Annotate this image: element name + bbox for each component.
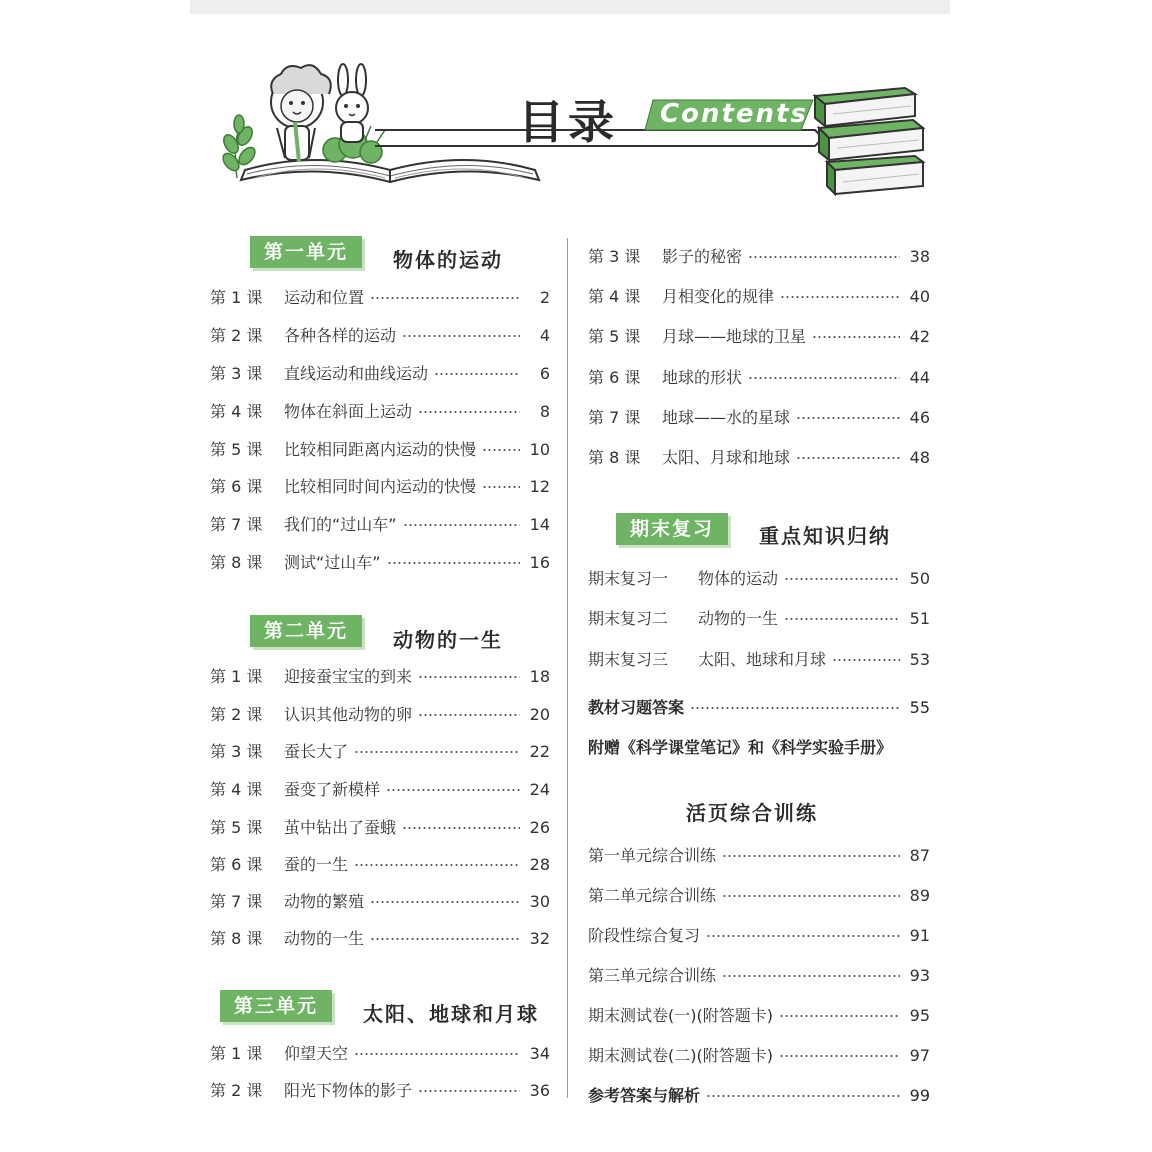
lesson-title: 动物的繁殖: [284, 892, 365, 911]
training-title: 第二单元综合训练: [588, 886, 717, 905]
dot-leader: [370, 292, 520, 304]
toc-entry[interactable]: [588, 962, 930, 986]
review-badge: 期末复习: [616, 513, 728, 545]
unit-title: 物体的运动: [393, 248, 503, 272]
lesson-title: 地球——水的星球: [662, 408, 791, 427]
lesson-title: 认识其他动物的卵: [284, 705, 413, 724]
page-number: 48: [909, 448, 930, 467]
dot-leader: [812, 331, 900, 343]
lesson-number: 第 7 课: [210, 892, 263, 911]
page-number: 87: [909, 846, 930, 865]
lesson-number: 第 5 课: [210, 440, 263, 459]
review-number: 期末复习二: [588, 609, 669, 628]
gift-text: 附赠《科学课堂笔记》和《科学实验手册》: [588, 738, 893, 757]
toc-entry[interactable]: [210, 398, 550, 422]
page-number: 2: [539, 288, 550, 307]
lesson-number: 第 4 课: [210, 780, 263, 799]
answers-title: 教材习题答案: [588, 698, 685, 717]
lesson-number: 第 3 课: [210, 364, 263, 383]
lesson-number: 第 1 课: [210, 288, 263, 307]
page-number: 36: [529, 1081, 550, 1100]
lesson-number: 第 8 课: [210, 553, 263, 572]
toc-entry[interactable]: [588, 842, 930, 866]
toc-entry[interactable]: [588, 1042, 930, 1066]
lesson-title: 蚕变了新模样: [284, 780, 381, 799]
page-number: 28: [529, 855, 550, 874]
page-number: 40: [909, 287, 930, 306]
lesson-number: 第 2 课: [210, 1081, 263, 1100]
toc-entry[interactable]: [210, 888, 550, 912]
training-title: 期末测试卷(二)(附答题卡): [588, 1046, 773, 1065]
toc-entry[interactable]: [588, 404, 930, 428]
lesson-number: 第 5 课: [588, 327, 641, 346]
lesson-number: 第 4 课: [210, 402, 263, 421]
lesson-number: 第 8 课: [588, 448, 641, 467]
book-stack-icon: [815, 88, 923, 194]
toc-entry[interactable]: [210, 851, 550, 875]
lesson-title: 比较相同时间内运动的快慢: [284, 477, 477, 496]
review-item-title: 动物的一生: [698, 609, 779, 628]
dot-leader: [354, 746, 520, 758]
page-number: 46: [909, 408, 930, 427]
lesson-title: 蚕的一生: [284, 855, 349, 874]
dot-leader: [418, 671, 520, 683]
lesson-title: 月球——地球的卫星: [662, 327, 807, 346]
toc-entry[interactable]: [588, 565, 930, 589]
page-number: 93: [909, 966, 930, 985]
dot-leader: [370, 933, 520, 945]
toc-entry[interactable]: [588, 1082, 930, 1106]
toc-entry[interactable]: [210, 360, 550, 384]
lesson-title: 影子的秘密: [662, 247, 743, 266]
toc-entry[interactable]: [588, 922, 930, 946]
training-title: 第一单元综合训练: [588, 846, 717, 865]
training-title: 期末测试卷(一)(附答题卡): [588, 1006, 773, 1025]
page-number: 99: [909, 1086, 930, 1105]
column-divider: [567, 238, 568, 1098]
dot-leader: [784, 573, 900, 585]
dot-leader: [354, 859, 520, 871]
unit-badge: 第二单元: [250, 615, 362, 647]
toc-entry[interactable]: [210, 473, 550, 497]
dot-leader: [418, 709, 520, 721]
toc-entry[interactable]: [588, 1002, 930, 1026]
page-number: 26: [529, 818, 550, 837]
dot-leader: [779, 1050, 900, 1062]
lesson-number: 第 4 课: [588, 287, 641, 306]
page-number: 10: [529, 440, 550, 459]
dot-leader: [748, 372, 900, 384]
page-number: 42: [909, 327, 930, 346]
page-number: 20: [529, 705, 550, 724]
lesson-number: 第 6 课: [210, 477, 263, 496]
review-number: 期末复习一: [588, 569, 669, 588]
lesson-number: 第 5 课: [210, 818, 263, 837]
training-title: 第三单元综合训练: [588, 966, 717, 985]
dot-leader: [354, 1048, 520, 1060]
page-number: 30: [529, 892, 550, 911]
dot-leader: [418, 1085, 520, 1097]
lesson-number: 第 2 课: [210, 705, 263, 724]
dot-leader: [690, 702, 900, 714]
lesson-title: 测试“过山车”: [284, 553, 381, 572]
dot-leader: [402, 822, 520, 834]
dot-leader: [784, 613, 900, 625]
page-subtitle: Contents: [660, 99, 808, 129]
toc-entry[interactable]: [588, 243, 930, 267]
page-title: 目录: [518, 95, 618, 149]
lesson-number: 第 2 课: [210, 326, 263, 345]
lesson-number: 第 1 课: [210, 1044, 263, 1063]
page-number: 34: [529, 1044, 550, 1063]
lesson-title: 阳光下物体的影子: [284, 1081, 413, 1100]
dot-leader: [403, 519, 520, 531]
page-number: 51: [909, 609, 930, 628]
lesson-number: 第 3 课: [210, 742, 263, 761]
scan-edge: [190, 0, 950, 14]
dot-leader: [402, 330, 520, 342]
lesson-title: 直线运动和曲线运动: [284, 364, 429, 383]
dot-leader: [796, 452, 900, 464]
page-number: 14: [529, 515, 550, 534]
dot-leader: [434, 368, 520, 380]
toc-entry[interactable]: [210, 814, 550, 838]
dot-leader: [482, 481, 520, 493]
lesson-title: 我们的“过山车”: [284, 515, 397, 534]
lesson-title: 仰望天空: [284, 1044, 349, 1063]
training-heading: 活页综合训练: [686, 801, 818, 825]
toc-entry[interactable]: [210, 1077, 550, 1101]
lesson-title: 比较相同距离内运动的快慢: [284, 440, 477, 459]
lesson-title: 太阳、月球和地球: [662, 448, 791, 467]
page-number: 44: [909, 368, 930, 387]
toc-entry[interactable]: [588, 323, 930, 347]
training-title: 阶段性综合复习: [588, 926, 701, 945]
dot-leader: [796, 412, 900, 424]
lesson-title: 茧中钻出了蚕蛾: [284, 818, 397, 837]
page-number: 8: [539, 402, 550, 421]
page-number: 24: [529, 780, 550, 799]
unit-badge: 第一单元: [250, 236, 362, 268]
toc-entry[interactable]: [210, 436, 550, 460]
toc-entry[interactable]: [210, 511, 550, 535]
lesson-title: 月相变化的规律: [662, 287, 775, 306]
lesson-title: 物体在斜面上运动: [284, 402, 413, 421]
dot-leader: [780, 291, 900, 303]
page-number: 16: [529, 553, 550, 572]
open-book-icon: [241, 160, 539, 182]
page-number: 50: [909, 569, 930, 588]
toc-entry[interactable]: [588, 605, 930, 629]
lesson-title: 动物的一生: [284, 929, 365, 948]
reference-title: 参考答案与解析: [588, 1086, 701, 1105]
lesson-number: 第 1 课: [210, 667, 263, 686]
page-number: 91: [909, 926, 930, 945]
dot-leader: [832, 654, 900, 666]
toc-entry[interactable]: [588, 882, 930, 906]
review-number: 期末复习三: [588, 650, 669, 669]
lesson-number: 第 7 课: [210, 515, 263, 534]
lesson-number: 第 6 课: [588, 368, 641, 387]
lesson-number: 第 8 课: [210, 929, 263, 948]
unit-title: 动物的一生: [393, 628, 503, 652]
page-number: 97: [909, 1046, 930, 1065]
page-number: 89: [909, 886, 930, 905]
toc-entry[interactable]: [210, 322, 550, 346]
lion-icon: [271, 65, 331, 162]
dot-leader: [779, 1010, 900, 1022]
dot-leader: [386, 784, 520, 796]
toc-entry[interactable]: [210, 1040, 550, 1064]
toc-entry[interactable]: [588, 364, 930, 388]
dot-leader: [706, 1090, 900, 1102]
toc-entry[interactable]: [588, 444, 930, 468]
lesson-number: 第 7 课: [588, 408, 641, 427]
review-item-title: 太阳、地球和月球: [698, 650, 827, 669]
lesson-title: 各种各样的运动: [284, 326, 397, 345]
toc-entry[interactable]: [210, 549, 550, 573]
dot-leader: [722, 850, 900, 862]
rabbit-icon: [336, 64, 368, 142]
toc-entry[interactable]: [588, 646, 930, 670]
lesson-number: 第 3 课: [588, 247, 641, 266]
review-item-title: 物体的运动: [698, 569, 779, 588]
page-number: 32: [529, 929, 550, 948]
unit-badge: 第三单元: [220, 990, 332, 1022]
dot-leader: [482, 444, 520, 456]
dot-leader: [748, 251, 900, 263]
lesson-title: 运动和位置: [284, 288, 365, 307]
toc-entry[interactable]: [210, 925, 550, 949]
toc-entry[interactable]: [210, 776, 550, 800]
page-number: 55: [909, 698, 930, 717]
page-number: 95: [909, 1006, 930, 1025]
page-number: 22: [529, 742, 550, 761]
toc-entry[interactable]: [588, 694, 930, 718]
unit-title: 太阳、地球和月球: [363, 1002, 539, 1026]
gift-note: [588, 734, 930, 758]
lesson-title: 蚕长大了: [284, 742, 349, 761]
toc-entry[interactable]: [210, 701, 550, 725]
page-number: 12: [529, 477, 550, 496]
dot-leader: [722, 970, 900, 982]
lesson-number: 第 6 课: [210, 855, 263, 874]
page-number: 53: [909, 650, 930, 669]
lesson-title: 地球的形状: [662, 368, 743, 387]
toc-entry[interactable]: [210, 738, 550, 762]
page-number: 4: [539, 326, 550, 345]
page-number: 38: [909, 247, 930, 266]
toc-entry[interactable]: [210, 284, 550, 308]
dot-leader: [706, 930, 900, 942]
page-number: 6: [539, 364, 550, 383]
toc-entry[interactable]: [588, 283, 930, 307]
page-number: 18: [529, 667, 550, 686]
review-title: 重点知识归纳: [759, 524, 891, 548]
dot-leader: [387, 557, 520, 569]
dot-leader: [418, 406, 520, 418]
toc-entry[interactable]: [210, 663, 550, 687]
dot-leader: [370, 896, 520, 908]
dot-leader: [722, 890, 900, 902]
lesson-title: 迎接蚕宝宝的到来: [284, 667, 413, 686]
